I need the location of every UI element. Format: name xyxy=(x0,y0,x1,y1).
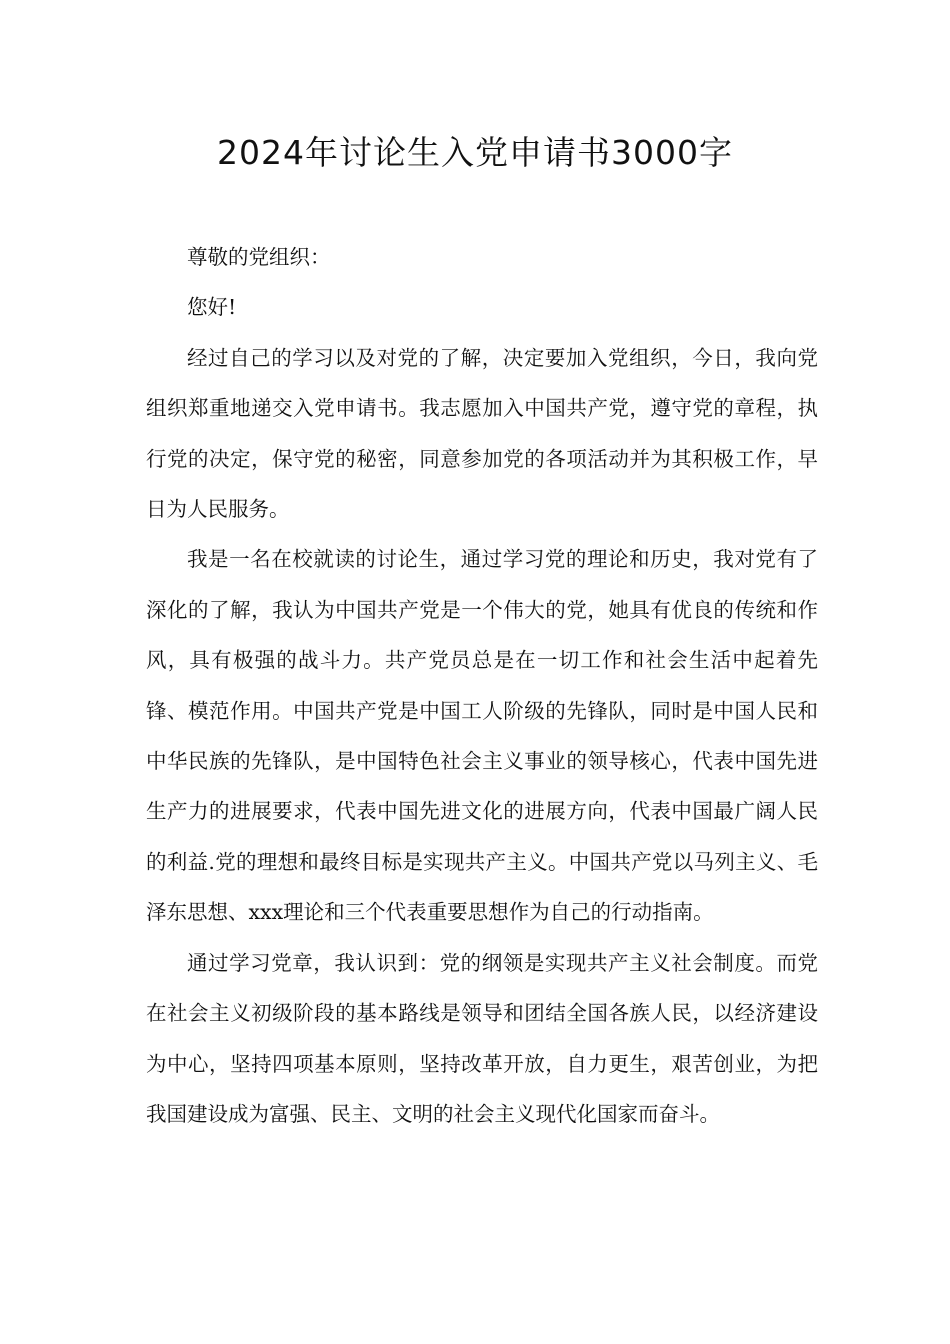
paragraph: 我是一名在校就读的讨论生，通过学习党的理论和历史，我对党有了深化的了解，我认为中国共产党是一个伟大的党，她具有优良的传统和作风，具有极强的战斗力。共产党员总是在一切工作和社会生活中起着先锋、模范作用。中国共产党是中国工人阶级的先锋队，同时是中国人民和中华民族的先锋队，是中国特色社会主义事业的领导核心，代表中国先进生产力的进展要求，代表中国先进文化的进展方向，代表中国最广阔人民的利益.党的理想和最终目标是实现共产主义。中国共产党以马列主义、毛泽东思想、xxx理论和三个代表重要思想作为自己的行动指南。 xyxy=(146,547,818,925)
greeting: 您好! xyxy=(187,295,237,320)
document-body xyxy=(146,232,818,1139)
paragraph: 通过学习党章，我认识到：党的纲领是实现共产主义社会制度。而党在社会主义初级阶段的基本路线是领导和团结全国各族人民，以经济建设为中心，坚持四项基本原则，坚持改革开放，自力更生，艰苦创业，为把我国建设成为富强、民主、文明的社会主义现代化国家而奋斗。 xyxy=(146,950,818,1126)
document-title: 2024年讨论生入党申请书3000字 xyxy=(217,133,733,172)
salutation: 尊敬的党组织： xyxy=(187,245,331,269)
paragraph: 经过自己的学习以及对党的了解，决定要加入党组织，今日，我向党组织郑重地递交入党申请书。我志愿加入中国共产党，遵守党的章程，执行党的决定，保守党的秘密，同意参加党的各项活动并为其积极工作，早日为人民服务。 xyxy=(146,345,818,522)
